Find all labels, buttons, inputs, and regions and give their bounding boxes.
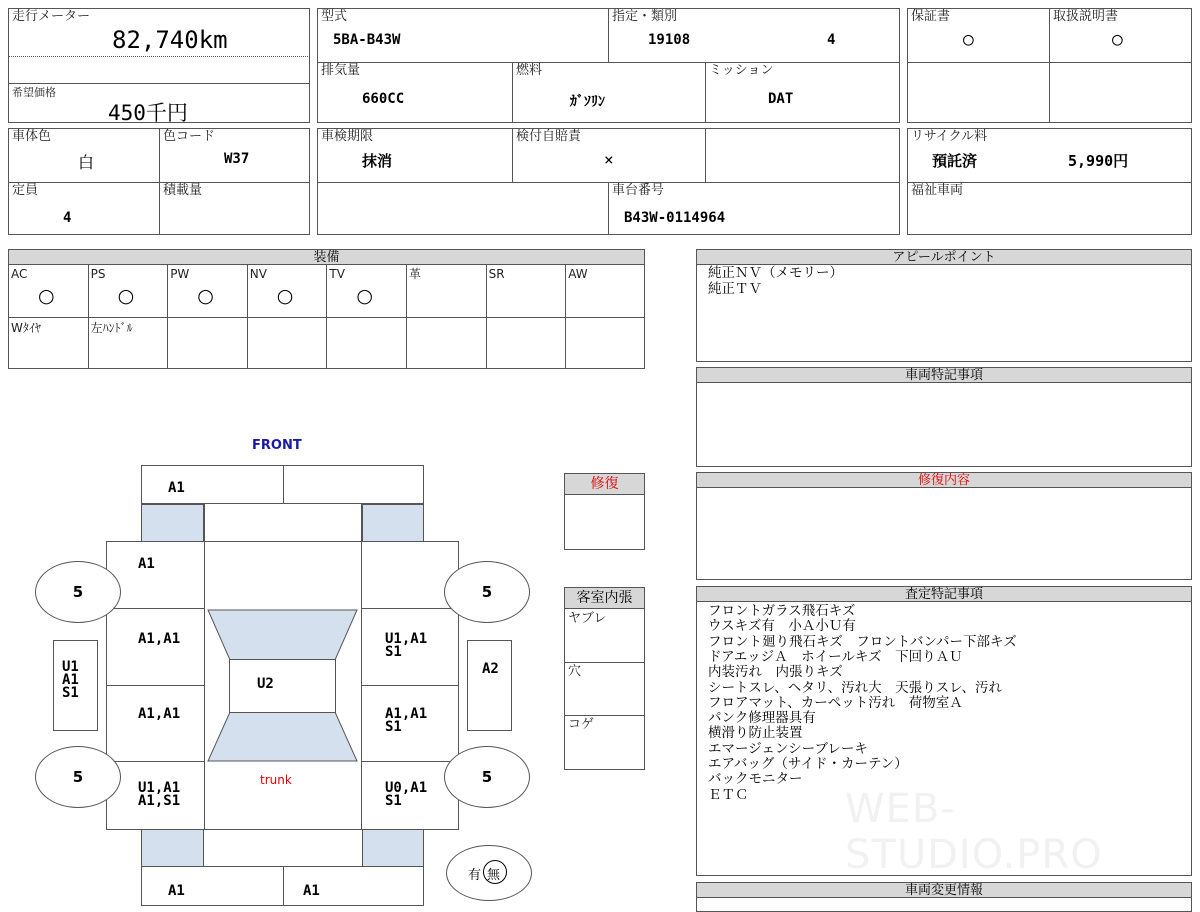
watermark: WEB-STUDIO.PRO <box>845 786 1103 878</box>
equipment-label: AC <box>11 267 28 281</box>
left-front-door-text: A1,A1 <box>138 631 181 647</box>
vehicle-notes-title: 車両特記事項 <box>697 368 1191 383</box>
assessment-line: エアバッグ（サイド・カーテン） <box>708 756 908 772</box>
assessment-title: 査定特記事項 <box>697 587 1191 602</box>
body-color-label: 車体色 <box>12 129 52 144</box>
presence-no: 無 <box>487 868 501 883</box>
insurance-label: 検付自賠責 <box>516 129 582 144</box>
tire-front-right <box>444 561 530 623</box>
hood <box>204 504 362 542</box>
roof <box>229 659 336 713</box>
fuel-label: 燃料 <box>516 63 543 78</box>
assessment-line: 内装汚れ 内張りキズ <box>708 664 843 681</box>
equipment-label: 革 <box>409 267 422 281</box>
equipment-mark: ○ <box>117 285 135 307</box>
model-value: 5BA-B43W <box>333 32 401 48</box>
right-side-text: A2 <box>482 661 499 677</box>
assessment-line: 横滑り防止装置 <box>708 725 803 742</box>
appeal-line-2: 純正ＴＶ <box>708 281 762 297</box>
interior-item-hole: 穴 <box>568 664 582 679</box>
front-right-pillar <box>362 504 424 542</box>
tire-front-left <box>35 561 121 623</box>
equipment-mark: ○ <box>356 285 373 307</box>
equipment-mark: ○ <box>197 285 214 307</box>
trunk-label: trunk <box>260 773 292 787</box>
right-front-door-text: U1,A1 S1 <box>385 631 428 660</box>
rear-bumper-right-text: A1 <box>303 883 320 899</box>
assessment-line: シートスレ、ヘタリ、汚れ大 天張りスレ、汚れ <box>708 679 1003 696</box>
tire-rear-left <box>35 746 121 808</box>
equipment-label: PS <box>90 267 106 281</box>
left-rear-door-text: A1,A1 <box>138 706 181 722</box>
designation-value-2: 4 <box>827 32 836 48</box>
interior-item-burn: コゲ <box>568 717 595 732</box>
front-left-fender-text: A1 <box>138 556 155 572</box>
front-label: FRONT <box>252 438 302 453</box>
price-label: 希望価格 <box>12 86 56 99</box>
assessment-line: フロント廻り飛石キズ フロントバンパー下部キズ <box>708 633 1017 650</box>
interior-item-tear: ヤブレ <box>568 611 607 626</box>
rear-left-pillar <box>141 829 204 867</box>
tire-rear-left-text: 5 <box>72 768 84 786</box>
equipment-label: AW <box>568 267 588 281</box>
capacity-value: 4 <box>63 210 72 226</box>
tire-front-left-text: 5 <box>72 583 84 601</box>
right-side-panel <box>467 640 512 731</box>
equipment-label: 左ﾊﾝﾄﾞﾙ <box>90 321 133 335</box>
manual-value: ○ <box>1112 29 1123 50</box>
assessment-line: ＥＴＣ <box>708 786 749 803</box>
model-label: 型式 <box>321 9 348 24</box>
left-side-text: U1 A1 S1 <box>62 659 79 701</box>
rear-bumper-left-text: A1 <box>168 883 185 899</box>
presence-yes: 有 <box>468 868 482 883</box>
recycle-status: 預託済 <box>932 152 978 170</box>
equipment-label: NV <box>249 267 267 281</box>
fuel-value: ｶﾞｿﾘﾝ <box>570 94 605 110</box>
inspection-value: 抹消 <box>362 152 393 170</box>
left-rear-text: U1,A1 A1,S1 <box>138 780 181 809</box>
rear-right-pillar <box>362 829 424 867</box>
repair-title: 修復 <box>565 474 644 495</box>
designation-label: 指定・類別 <box>612 9 678 24</box>
mileage-label: 走行メーター <box>12 9 91 24</box>
front-bumper-left-text: A1 <box>168 480 185 496</box>
assessment-line: エマージェンシーブレーキ <box>708 740 868 757</box>
displacement-value: 660CC <box>362 91 405 107</box>
recycle-label: リサイクル料 <box>911 129 988 144</box>
chassis-value: B43W-0114964 <box>624 210 726 226</box>
color-code-value: W37 <box>224 151 250 167</box>
recycle-amount: 5,990円 <box>1068 152 1129 170</box>
price-value: 450千円 <box>108 101 188 125</box>
assessment-line: フロアマット、カーペット汚れ 荷物室Ａ <box>708 694 963 711</box>
transmission-value: DAT <box>768 91 794 107</box>
interior-title: 客室内張 <box>565 588 644 609</box>
insurance-value: × <box>604 150 614 169</box>
front-left-pillar <box>141 504 204 542</box>
assessment-line: パンク修理器具有 <box>708 710 816 727</box>
assessment-line: フロントガラス飛石キズ <box>708 603 856 619</box>
designation-value: 19108 <box>648 32 691 48</box>
capacity-label: 定員 <box>12 183 39 198</box>
inspection-label: 車検期限 <box>321 129 374 144</box>
equipment-label: PW <box>170 267 190 281</box>
chassis-label: 車台番号 <box>612 183 665 198</box>
right-rear-door-text: A1,A1 S1 <box>385 706 428 735</box>
assessment-line: ドアエッジＡ ホイールキズ 下回りＡＵ <box>708 648 963 665</box>
load-label: 積載量 <box>163 183 203 198</box>
warranty-label: 保証書 <box>911 9 951 24</box>
transmission-label: ミッション <box>709 63 774 78</box>
equipment-mark: ○ <box>276 285 294 307</box>
repair-details-title: 修復内容 <box>697 473 1191 488</box>
assessment-line: バックモニター <box>708 771 803 788</box>
change-info-title: 車両変更情報 <box>697 883 1191 898</box>
manual-label: 取扱説明書 <box>1053 9 1119 24</box>
welfare-label: 福祉車両 <box>911 183 964 198</box>
roof-text: U2 <box>257 676 274 692</box>
equipment-label: Wﾀｲﾔ <box>11 321 41 335</box>
equipment-label: TV <box>329 267 345 281</box>
tire-rear-right <box>444 746 530 808</box>
warranty-value: ○ <box>963 29 974 50</box>
displacement-label: 排気量 <box>321 63 361 78</box>
repair-details-panel <box>696 472 1192 580</box>
equipment-title: 装備 <box>9 250 644 265</box>
mileage-value: 82,740km <box>112 26 228 54</box>
tire-rear-right-text: 5 <box>481 768 493 786</box>
tire-front-right-text: 5 <box>481 583 493 601</box>
appeal-title: アピールポイント <box>697 250 1191 265</box>
color-code-label: 色コード <box>163 129 216 144</box>
body-color-value: 白 <box>78 153 95 172</box>
appeal-line-1: 純正ＮＶ（メモリー） <box>708 265 843 281</box>
right-rear-text: U0,A1 S1 <box>385 780 428 809</box>
equipment-label: SR <box>488 267 505 281</box>
assessment-line: ウスキズ有 小Ａ小Ｕ有 <box>708 618 856 635</box>
equipment-mark: ○ <box>38 285 55 307</box>
